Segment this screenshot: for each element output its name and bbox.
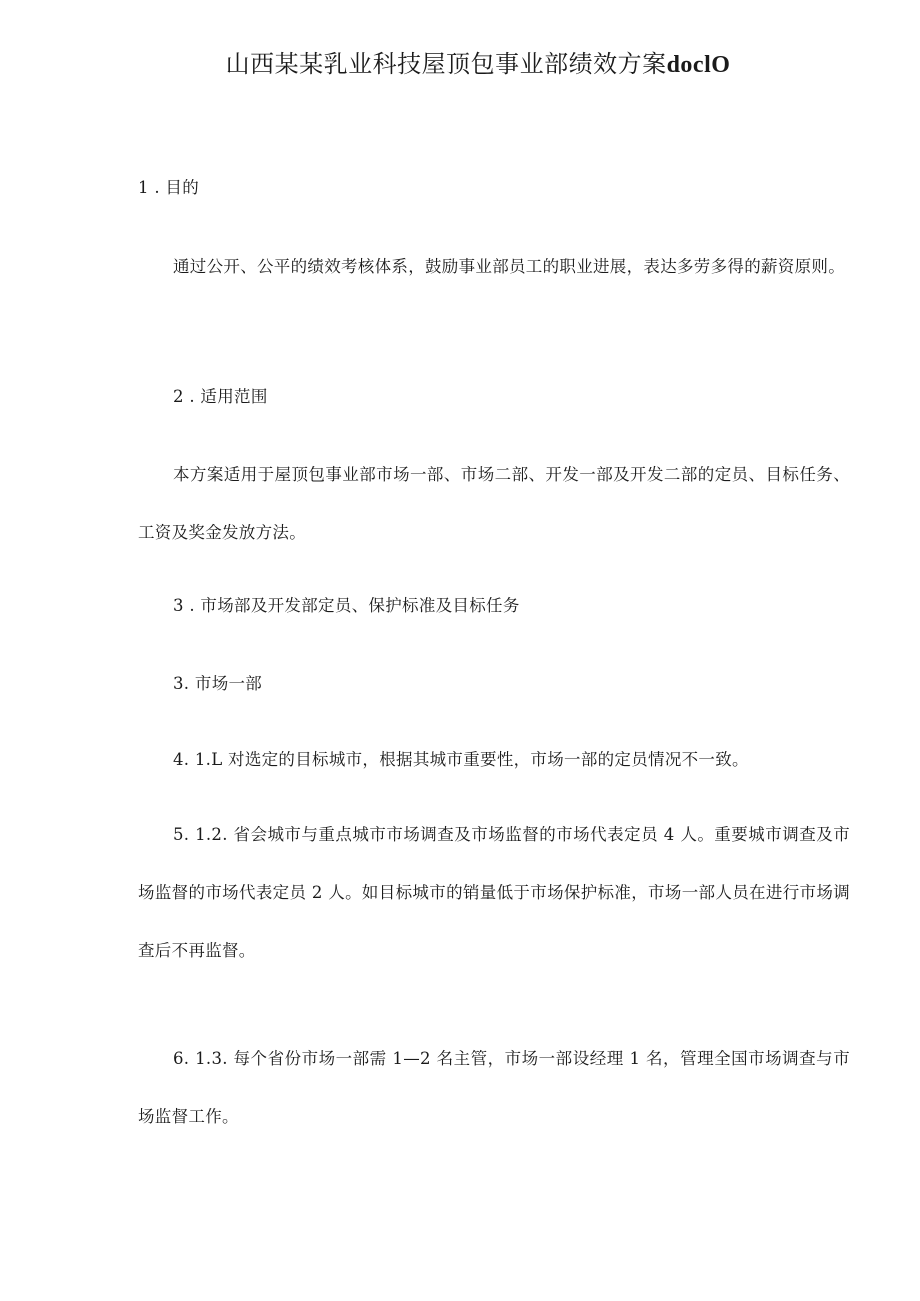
section-heading-purpose: 1 . 目的 xyxy=(138,178,200,197)
section-heading-scope: 2 . 适用范围 xyxy=(173,387,268,406)
item-1-1: 4. 1.L 对选定的目标城市，根据其城市重要性，市场一部的定员情况不一致。 xyxy=(173,750,749,769)
paragraph-scope: 本方案适用于屋顶包事业部市场一部、市场二部、开发一部及开发二部的定员、目标任务、工资及奖金发放方法。 xyxy=(138,465,850,542)
item-1-2: 5. 1.2. 省会城市与重点城市市场调查及市场监督的市场代表定员 4 人。重要城市调查及市场监督的市场代表定员 2 人。如目标城市的销量低于市场保护标准，市场一部人员在进行市场调查后不再监督。 xyxy=(138,825,850,960)
item-1-3: 6. 1.3. 每个省份市场一部需 1—2 名主管，市场一部设经理 1 名，管理全国市场调查与市场监督工作。 xyxy=(138,1049,850,1126)
document-title-cjk: 山西某某乳业科技屋顶包事业部绩效方案 xyxy=(225,50,667,78)
document-title xyxy=(0,44,920,85)
document-title-latin: doclO xyxy=(666,52,731,78)
paragraph-purpose: 通过公开、公平的绩效考核体系，鼓励事业部员工的职业进展，表达多劳多得的薪资原则。 xyxy=(173,257,845,276)
section-heading-staffing: 3 . 市场部及开发部定员、保护标准及目标任务 xyxy=(173,596,520,615)
section-heading-market-dept-1: 3. 市场一部 xyxy=(173,674,263,693)
